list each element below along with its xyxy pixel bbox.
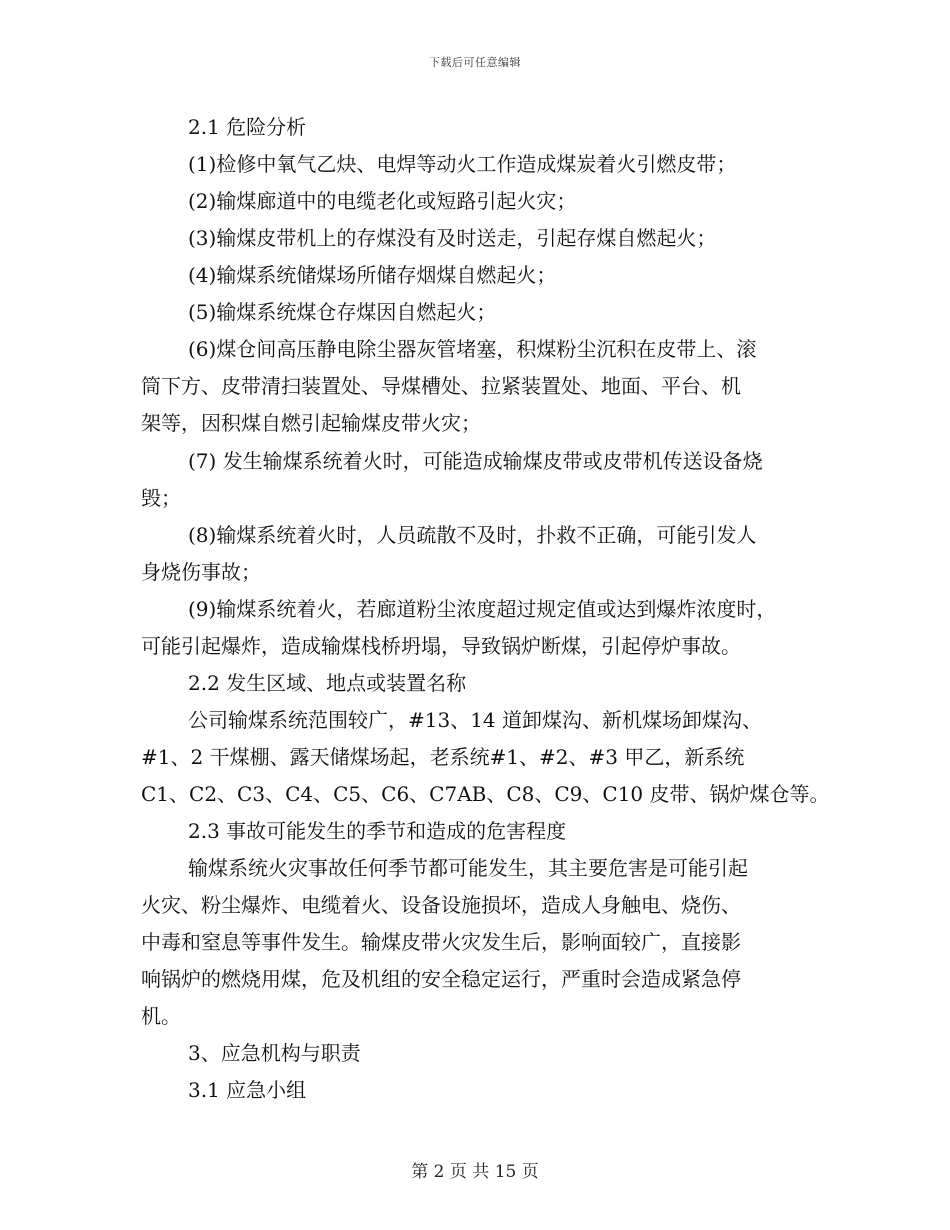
paragraph-line: 筒下方、皮带清扫装置处、导煤槽处、拉紧装置处、地面、平台、机 [141, 374, 741, 398]
section-heading: 3.1 应急小组 [188, 1078, 307, 1102]
paragraph-line: 中毒和窒息等事件发生。输煤皮带火灾发生后，影响面较广，直接影 [141, 930, 741, 954]
page-header: 下载后可任意编辑 [429, 56, 521, 69]
paragraph-line: #1、2 干煤棚、露天储煤场起，老系统#1、#2、#3 甲乙，新系统 [141, 745, 745, 769]
list-item: (1)检修中氧气乙炔、电焊等动火工作造成煤炭着火引燃皮带； [188, 152, 737, 176]
list-item: (5)输煤系统煤仓存煤因自燃起火； [188, 300, 497, 324]
paragraph-line: C1、C2、C3、C4、C5、C6、C7AB、C8、C9、C10 皮带、锅炉煤仓等。 [141, 782, 830, 806]
list-item: (9)输煤系统着火，若廊道粉尘浓度超过规定值或达到爆炸浓度时， [188, 597, 777, 621]
list-item: (4)输煤系统储煤场所储存烟煤自燃起火； [188, 263, 557, 287]
paragraph-line: 可能引起爆炸，造成输煤栈桥坍塌，导致锅炉断煤，引起停炉事故。 [141, 634, 741, 658]
paragraph-line: 响锅炉的燃烧用煤，危及机组的安全稳定运行，严重时会造成紧急停 [141, 967, 741, 991]
paragraph-line: 架等，因积煤自燃引起输煤皮带火灾； [141, 411, 481, 435]
paragraph-line: 输煤系统火灾事故任何季节都可能发生，其主要危害是可能引起 [188, 856, 748, 880]
list-item: (2)输煤廊道中的电缆老化或短路引起火灾； [188, 189, 577, 213]
paragraph-line: 火灾、粉尘爆炸、电缆着火、设备设施损坏，造成人身触电、烧伤、 [141, 893, 741, 917]
list-item: (3)输煤皮带机上的存煤没有及时送走，引起存煤自燃起火； [188, 226, 717, 250]
section-heading: 2.2 发生区域、地点或装置名称 [188, 671, 467, 695]
list-item: (8)输煤系统着火时，人员疏散不及时，扑救不正确，可能引发人 [188, 523, 757, 547]
paragraph-line: 身烧伤事故； [141, 560, 261, 584]
page-footer: 第 2 页 共 15 页 [411, 1162, 539, 1182]
paragraph-line: 机。 [141, 1004, 181, 1028]
paragraph-line: 毁； [141, 486, 181, 510]
section-heading: 2.3 事故可能发生的季节和造成的危害程度 [188, 819, 567, 843]
list-item: (6)煤仓间高压静电除尘器灰管堵塞，积煤粉尘沉积在皮带上、滚 [188, 337, 757, 361]
list-item: (7) 发生输煤系统着火时，可能造成输煤皮带或皮带机传送设备烧 [188, 449, 763, 473]
paragraph-line: 公司输煤系统范围较广，#13、14 道卸煤沟、新机煤场卸煤沟、 [188, 708, 763, 732]
section-heading: 3、应急机构与职责 [188, 1041, 361, 1065]
section-heading: 2.1 危险分析 [188, 115, 307, 139]
